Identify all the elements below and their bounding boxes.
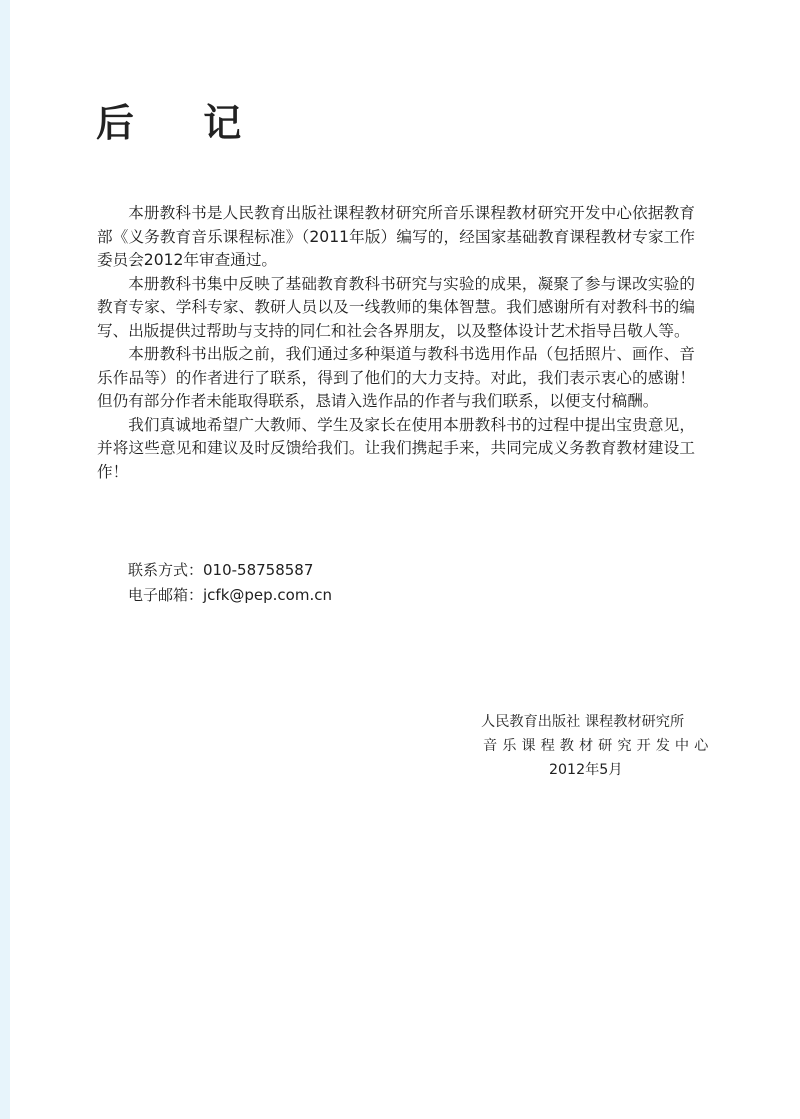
page-edge-band [0,0,10,1119]
contact-phone: 联系方式：010-58758587 [128,561,314,579]
body-paragraph-4: 我们真诚地希望广大教师、学生及家长在使用本册教科书的过程中提出宝贵意见，并将这些意见和建议及时反馈给我们。让我们携起手来，共同完成义务教育教材建设工作！ [97,415,695,481]
signature-block [465,710,714,782]
signature-organization-line-2: 音乐课程教材研究开发中心 [483,738,714,754]
body-paragraph-1: 本册教科书是人民教育出版社课程教材研究所音乐课程教材研究开发中心依据教育部《义务教育音乐课程标准》（2011年版）编写的，经国家基础教育课程教材专家工作委员会2012年审查通过。 [97,204,695,269]
contact-email: 电子邮箱：jcfk@pep.com.cn [128,586,332,604]
signature-date: 2012年5月 [549,762,623,778]
page-title: 后 记 [96,101,270,145]
body-paragraph-3: 本册教科书出版之前，我们通过多种渠道与教科书选用作品（包括照片、画作、音乐作品等）的作者进行了联系，得到了他们的大力支持。对此，我们表示衷心的感谢！但仍有部分作者未能取得联系，恳请入选作品的作者与我们联系，以便支付稿酬。 [97,345,695,410]
body-paragraph-2: 本册教科书集中反映了基础教育教科书研究与实验的成果，凝聚了参与课改实验的教育专家、学科专家、教研人员以及一线教师的集体智慧。我们感谢所有对教科书的编写、出版提供过帮助与支持的同仁和社会各界朋友，以及整体设计艺术指导吕敬人等。 [97,274,695,340]
body-text [97,202,695,484]
signature-organization-line-1: 人民教育出版社 课程教材研究所 [481,714,685,730]
contact-info [128,558,332,608]
